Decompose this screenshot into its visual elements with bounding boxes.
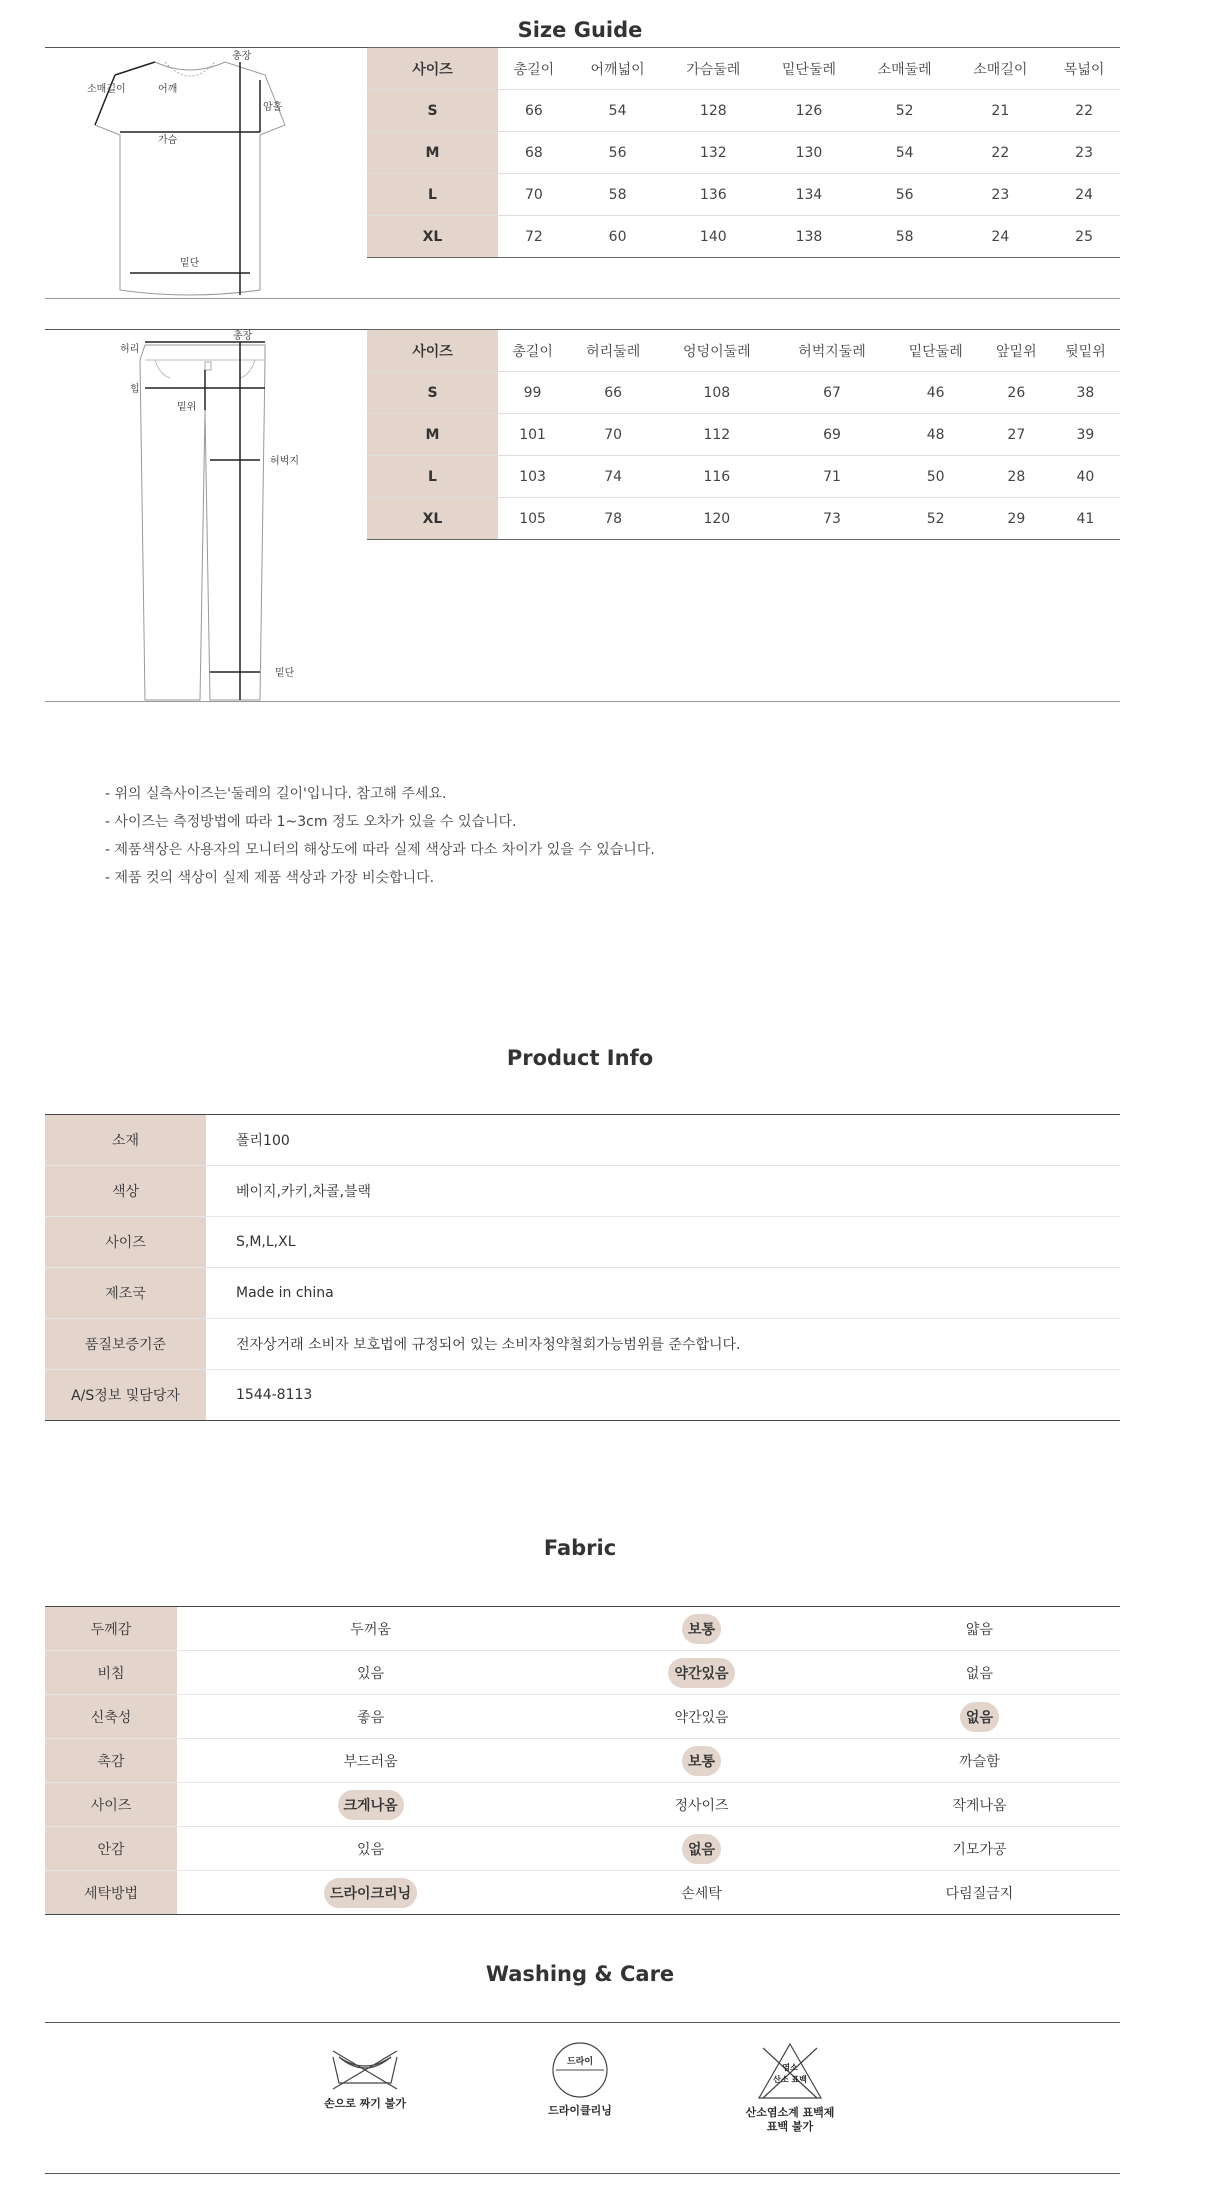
table-row [45,1217,1120,1268]
table-header-row [367,48,1120,90]
table-cell: 56 [857,174,953,216]
table-row [367,456,1120,498]
info-value: 폴리100 [206,1115,1120,1166]
table-cell: 69 [774,414,889,456]
fabric-option-cell [177,1783,564,1827]
fabric-option-cell [177,1739,564,1783]
table-cell: 68 [498,132,570,174]
header-cell: 소매둘레 [857,48,953,90]
note-line: - 제품색상은 사용자의 모니터의 해상도에 따라 실제 색상과 다소 차이가 있을 수 있습니다. [105,842,655,858]
table-cell: 22 [953,132,1049,174]
table-cell: 22 [1048,90,1120,132]
header-cell: 밑단둘레 [761,48,857,90]
fabric-option: 없음 [965,1665,993,1682]
table-cell: 48 [890,414,982,456]
info-key: 색상 [45,1166,206,1217]
fabric-option: 다림질금지 [945,1885,1014,1902]
fabric-option: 약간있음 [674,1709,729,1726]
fabric-option: 두꺼움 [350,1621,391,1638]
care-item-dry-clean [520,2040,640,2118]
fabric-option-cell [839,1607,1120,1651]
label-total-length: 총장 [233,331,253,342]
icon-text: 드라이 [566,2057,594,2067]
table-row [367,174,1120,216]
table-cell: 134 [761,174,857,216]
label-hem: 밑단 [180,258,200,269]
table-cell: 58 [857,216,953,258]
fabric-option: 기모가공 [952,1841,1007,1858]
table-cell: 78 [567,498,659,540]
washing-care-title: Washing & Care [485,1962,675,1986]
note-line: - 제품 컷의 색상이 실제 제품 색상과 가장 비슷합니다. [105,870,435,886]
care-item-no-bleach [730,2040,850,2134]
size-cell: M [367,132,498,174]
info-value: 1544-8113 [206,1370,1120,1421]
info-value: 베이지,카키,차콜,블랙 [206,1166,1120,1217]
note-line: - 사이즈는 측정방법에 따라 1~3cm 정도 오차가 있을 수 있습니다. [105,814,517,830]
table-cell: 23 [1048,132,1120,174]
fabric-option-selected: 드라이크리닝 [324,1878,417,1908]
table-row [367,216,1120,258]
table-row [367,414,1120,456]
fabric-option-selected: 크게나옴 [338,1790,404,1820]
size-cell: S [367,90,498,132]
fabric-option-selected: 없음 [960,1702,999,1732]
label-hip: 힙 [130,384,140,395]
table-row [367,132,1120,174]
info-key: 제조국 [45,1268,206,1319]
label-total-length: 총장 [232,51,252,62]
fabric-option-cell [564,1651,839,1695]
fabric-row [45,1783,1120,1827]
table-cell: 25 [1048,216,1120,258]
dry-clean-icon [550,2040,610,2100]
table-cell: 21 [953,90,1049,132]
table-cell: 26 [982,372,1051,414]
table-cell: 71 [774,456,889,498]
table-cell: 52 [890,498,982,540]
fabric-key: 세탁방법 [45,1871,177,1915]
header-cell: 허리둘레 [567,330,659,372]
fabric-option-cell [564,1695,839,1739]
table-cell: 39 [1051,414,1120,456]
header-cell: 허벅지둘레 [774,330,889,372]
table-row [45,1166,1120,1217]
fabric-option-cell [839,1827,1120,1871]
table-cell: 132 [665,132,761,174]
divider [45,701,1120,702]
table-cell: 116 [659,456,774,498]
no-hand-wash-icon [325,2047,405,2093]
info-value: 전자상거래 소비자 보호법에 규정되어 있는 소비자청약철회가능범위를 준수합니다. [206,1319,1120,1370]
table-cell: 67 [774,372,889,414]
fabric-option-cell [564,1871,839,1915]
label-waist: 허리 [120,344,140,355]
header-cell: 엉덩이둘레 [659,330,774,372]
fabric-row [45,1695,1120,1739]
table-cell: 70 [498,174,570,216]
header-cell: 가슴둘레 [665,48,761,90]
table-cell: 52 [857,90,953,132]
table-cell: 70 [567,414,659,456]
icon-text: 염소 [782,2063,798,2072]
label-sleeve-length: 소매길이 [87,84,126,95]
care-label: 손으로 짜기 불가 [323,2097,407,2110]
bottom-size-table [367,329,1120,540]
fabric-key: 안감 [45,1827,177,1871]
fabric-option-cell [564,1739,839,1783]
fabric-option-selected: 보통 [682,1614,721,1644]
icon-text: 산소 표백 [773,2075,807,2084]
label-thigh: 허벅지 [270,456,299,467]
table-row [45,1370,1120,1421]
table-cell: 105 [498,498,567,540]
fabric-option: 부드러움 [343,1753,398,1770]
size-cell: XL [367,216,498,258]
header-cell: 소매길이 [953,48,1049,90]
table-row [45,1268,1120,1319]
table-cell: 29 [982,498,1051,540]
fabric-row [45,1739,1120,1783]
table-cell: 136 [665,174,761,216]
table-cell: 58 [570,174,666,216]
table-cell: 101 [498,414,567,456]
fabric-option: 있음 [357,1841,385,1858]
table-cell: 120 [659,498,774,540]
fabric-row [45,1827,1120,1871]
fabric-option: 있음 [357,1665,385,1682]
table-cell: 24 [953,216,1049,258]
table-cell: 138 [761,216,857,258]
table-cell: 54 [857,132,953,174]
table-cell: 28 [982,456,1051,498]
table-cell: 23 [953,174,1049,216]
info-value: Made in china [206,1268,1120,1319]
size-cell: XL [367,498,498,540]
table-cell: 46 [890,372,982,414]
fabric-option-cell [839,1871,1120,1915]
fabric-key: 두께감 [45,1607,177,1651]
fabric-title: Fabric [543,1536,617,1560]
header-cell: 어깨넓이 [570,48,666,90]
table-cell: 60 [570,216,666,258]
info-value: S,M,L,XL [206,1217,1120,1268]
divider [45,2173,1120,2174]
header-cell: 목넓이 [1048,48,1120,90]
table-cell: 40 [1051,456,1120,498]
table-cell: 74 [567,456,659,498]
table-cell: 130 [761,132,857,174]
table-cell: 128 [665,90,761,132]
fabric-row [45,1871,1120,1915]
table-cell: 73 [774,498,889,540]
table-row [45,1319,1120,1370]
table-row [367,372,1120,414]
size-cell: L [367,174,498,216]
fabric-option-cell [177,1607,564,1651]
table-cell: 41 [1051,498,1120,540]
header-cell: 뒷밑위 [1051,330,1120,372]
divider [45,298,1120,299]
fabric-key: 촉감 [45,1739,177,1783]
fabric-option: 정사이즈 [674,1797,729,1814]
label-hem: 밑단 [275,668,295,679]
pants-diagram [115,330,315,702]
product-info-title: Product Info [506,1046,654,1070]
care-label: 산소염소계 표백제 [745,2106,835,2119]
fabric-option: 좋음 [357,1709,385,1726]
fabric-option-cell [839,1651,1120,1695]
table-cell: 24 [1048,174,1120,216]
size-cell: S [367,372,498,414]
table-cell: 112 [659,414,774,456]
header-cell: 사이즈 [367,330,498,372]
table-cell: 99 [498,372,567,414]
size-cell: L [367,456,498,498]
note-line: - 위의 실측사이즈는'둘레의 길이'입니다. 참고해 주세요. [105,786,447,802]
fabric-option-selected: 약간있음 [668,1658,734,1688]
fabric-option-cell [177,1871,564,1915]
fabric-option: 손세탁 [681,1885,722,1902]
table-row [45,1115,1120,1166]
label-chest: 가슴 [158,135,178,146]
table-cell: 72 [498,216,570,258]
table-cell: 66 [498,90,570,132]
table-cell: 54 [570,90,666,132]
table-row [367,90,1120,132]
fabric-row [45,1651,1120,1695]
table-cell: 140 [665,216,761,258]
fabric-option-cell [839,1739,1120,1783]
fabric-option: 얇음 [965,1621,993,1638]
fabric-option-cell [564,1783,839,1827]
size-cell: M [367,414,498,456]
label-rise: 밑위 [177,402,197,413]
fabric-option: 작게나옴 [952,1797,1007,1814]
fabric-row [45,1607,1120,1651]
info-key: A/S정보 및담당자 [45,1370,206,1421]
fabric-key: 신축성 [45,1695,177,1739]
size-notes [105,780,655,892]
fabric-table [45,1606,1120,1915]
fabric-option-cell [564,1827,839,1871]
table-row [367,498,1120,540]
fabric-option-cell [177,1695,564,1739]
fabric-key: 비침 [45,1651,177,1695]
info-key: 소재 [45,1115,206,1166]
top-garment-diagram [80,50,310,300]
table-cell: 66 [567,372,659,414]
header-cell: 밑단둘레 [890,330,982,372]
divider [45,2022,1120,2023]
header-cell: 총길이 [498,48,570,90]
care-label: 표백 불가 [766,2120,814,2133]
table-cell: 50 [890,456,982,498]
table-header-row [367,330,1120,372]
header-cell: 총길이 [498,330,567,372]
fabric-option-selected: 없음 [682,1834,721,1864]
fabric-option: 까슬함 [959,1753,1000,1770]
table-cell: 27 [982,414,1051,456]
fabric-option-cell [177,1827,564,1871]
care-label: 드라이클리닝 [548,2104,612,2117]
size-guide-title: Size Guide [517,18,643,42]
top-size-table [367,47,1120,258]
table-cell: 38 [1051,372,1120,414]
product-info-table [45,1114,1120,1421]
care-item-no-wring [300,2047,430,2111]
table-cell: 56 [570,132,666,174]
header-cell: 사이즈 [367,48,498,90]
header-cell: 앞밑위 [982,330,1051,372]
fabric-option-cell [839,1695,1120,1739]
fabric-option-cell [564,1607,839,1651]
fabric-option-cell [177,1651,564,1695]
fabric-key: 사이즈 [45,1783,177,1827]
label-shoulder: 어깨 [158,84,178,95]
table-cell: 108 [659,372,774,414]
table-cell: 103 [498,456,567,498]
info-key: 사이즈 [45,1217,206,1268]
info-key: 품질보증기준 [45,1319,206,1370]
table-cell: 126 [761,90,857,132]
label-armhole: 암홀 [263,102,283,113]
fabric-option-cell [839,1783,1120,1827]
no-chlorine-bleach-icon [755,2040,825,2102]
fabric-option-selected: 보통 [682,1746,721,1776]
